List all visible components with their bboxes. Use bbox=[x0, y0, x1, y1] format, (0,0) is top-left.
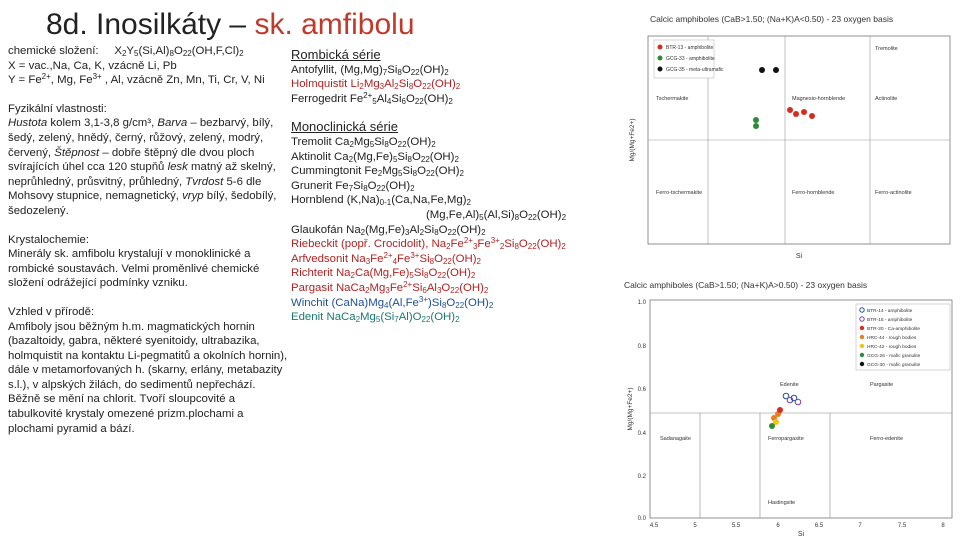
chart-calcic-amphiboles-2 bbox=[620, 276, 956, 538]
chart2-legend-item: BTR-20 - Ca-amphibolite bbox=[867, 327, 921, 332]
chart2-ytick: 0.8 bbox=[637, 344, 646, 350]
chart1-legend-marker bbox=[658, 67, 663, 72]
hardness-label: Tvrdost bbox=[185, 175, 224, 188]
chart2-title: Calcic amphiboles (CaB>1.50; (Na+K)A>0.50) - 23 oxygen basis bbox=[624, 280, 868, 290]
streak-label: vryp bbox=[182, 190, 204, 203]
glaukofan: Glaukofán $Na_2(Mg,Fe)_3Al_2Si_8O_{22}(OH)_2$ bbox=[291, 223, 486, 237]
chart2-region-label: Ferropargasite bbox=[768, 436, 804, 442]
hornblend: Hornblend $(K,Na)_{0-1}(Ca,Na,Fe,Mg)_2$ bbox=[291, 194, 471, 208]
chart2-xtick: 7 bbox=[858, 523, 862, 529]
chart2-ytick: 0.2 bbox=[637, 474, 646, 480]
chart1-legend-item: BTR-13 - amphibolite bbox=[666, 45, 714, 51]
ferrogedrit: Ferrogedrit $Fe^{2+}_5Al_4Si_6O_{22}(OH)_2$ bbox=[291, 90, 453, 106]
monoclinic-heading: Monoclinická série bbox=[291, 119, 398, 135]
chart2-ytick: 0.4 bbox=[637, 431, 646, 437]
chart1-region-label: Tremolite bbox=[875, 46, 898, 52]
nature-text: Amfiboly jsou běžným h.m. magmatických hornin (bazaltoidy, gabra, některé syenitoidy, ultrabazika, holmquistit na kontaktu Li-pegmatitů a okolních hornin), dále v metamorfovaných h. (skarny, erlány, metabazity s.l.), v alpských žilách, do sedimentů nepřechází. Běžně se mění na chlorit. Tvoří sloupcovité a tabulkovité krystaly omezené prizm.plochami a plochami pyramid a bází. bbox=[8, 320, 288, 435]
chart2-xtick: 6 bbox=[776, 523, 780, 529]
chart1-region-label: Magnesio-hornblende bbox=[792, 96, 846, 102]
chart2-legend-marker bbox=[860, 353, 864, 357]
chart1-point bbox=[759, 67, 765, 73]
slide-title bbox=[46, 8, 415, 42]
chart2-point bbox=[777, 407, 783, 413]
chart2-legend-item: BTR-14 - amphibolite bbox=[867, 309, 913, 314]
middle-column bbox=[291, 48, 621, 325]
chart1-region-label: Ferro-tschermakite bbox=[656, 190, 703, 196]
chart2-ylabel: Mg/(Mg+Fe2+) bbox=[627, 387, 634, 431]
crystal-heading: Krystalochemie: bbox=[8, 233, 90, 246]
chart1-legend-item: GCG-35 - meta-ultramafic bbox=[666, 67, 724, 73]
chart2-region-label: Hastingsite bbox=[768, 500, 796, 506]
chart2-xtick: 5.5 bbox=[731, 523, 741, 529]
chart2-region-label: Edenite bbox=[780, 382, 799, 388]
chart1-point bbox=[801, 109, 807, 115]
chart2-legend-marker bbox=[860, 344, 864, 348]
chart1-region-label: Actinolite bbox=[875, 96, 898, 102]
chart-calcic-amphiboles-1 bbox=[620, 8, 956, 264]
chart1-point bbox=[793, 111, 799, 117]
luster-label: lesk bbox=[167, 161, 188, 174]
grunerit: Grunerit $Fe_7Si_8O_{22}(OH)_2$ bbox=[291, 179, 415, 193]
composition-label: chemické složení: bbox=[8, 45, 99, 57]
physical-text: Hustota kolem 3,1-3,8 g/cm³, Barva – bezbarvý, bílý, šedý, zelený, hnědý, černý, růžový, zelený, modrý, červený, Štěpnost – dobře štěpný dle dvou ploch svírajících úhel cca 120 stupňů lesk matný až skelný, neprůhledný, průsvitný, průhledný, Tvrdost 5-6 dle Mohsovy stupnice, nemagnetický, vryp bílý, šedobílý, šedozelený. bbox=[8, 117, 277, 217]
chart1-legend-item: GCG-33 - amphibolite bbox=[666, 56, 715, 62]
chart1-title: Calcic amphiboles (CaB>1.50; (Na+K)A<0.50) - 23 oxygen basis bbox=[650, 14, 894, 24]
left-column bbox=[8, 44, 290, 436]
chart1-legend-marker bbox=[658, 56, 663, 61]
composition: chemické složení: $X_2Y_5(Si,Al)_8O_{22}(OH,F,Cl)_2$ bbox=[8, 45, 244, 58]
winchit: Winchit $(CaNa)Mg_4(Al,Fe^{3+})Si_8O_{22}(OH)_2$ bbox=[291, 294, 494, 310]
rombic-heading: Rombická série bbox=[291, 47, 381, 62]
chart2-xtick: 7.5 bbox=[897, 523, 907, 529]
nature-heading: Vzhled v přírodě: bbox=[8, 305, 95, 318]
chart2-point bbox=[769, 423, 775, 429]
chart2-xtick: 8 bbox=[941, 523, 945, 529]
chart2-xtick: 4.5 bbox=[649, 523, 659, 529]
chart1-point bbox=[809, 113, 815, 119]
chart1-point bbox=[787, 107, 793, 113]
chart2-xlabel: Si bbox=[797, 531, 805, 538]
antofyllit: Antofyllit, $(Mg,Mg)_7Si_8O_{22}(OH)_2$ bbox=[291, 63, 449, 77]
chart2-legend-marker bbox=[860, 335, 864, 339]
crystal-text: Minerály sk. amfibolu krystalují v monoklinické a rombické soustavách. Velmi proměnlivé chemické složení odrážející podmínky vzniku. bbox=[8, 248, 260, 290]
color-label: Barva bbox=[157, 117, 188, 130]
chart2-ytick: 0.6 bbox=[637, 387, 646, 393]
chart1-ylabel: Mg/(Mg+Fe2+) bbox=[629, 118, 636, 162]
pargasit: Pargasit $NaCa_2Mg_3Fe^{2+}Si_6Al_3O_{22}(OH)_2$ bbox=[291, 279, 489, 295]
edenit: Edenit $NaCa_2Mg_5(Si_7Al)O_{22}(OH)_2$ bbox=[291, 311, 460, 325]
y-definition: $Y = Fe^{2+}$, Mg, $Fe^{3+}$ , Al, vzácně Zn, Mn, Ti, Cr, V, Ni bbox=[8, 72, 265, 87]
physical-heading: Fyzikální vlastnosti: bbox=[8, 102, 107, 115]
chart2-legend-item: BTR-15 - amphibolite bbox=[867, 318, 913, 323]
riebeckit: Riebeckit (popř. Crocidolit), $Na_2Fe^{2+}_3Fe^{3+}_2Si_8O_{22}(OH)_2$ bbox=[291, 236, 566, 252]
chart1-region-label: Ferro-actinolite bbox=[875, 190, 912, 196]
chart2-legend-marker bbox=[860, 326, 864, 330]
chart1-region-label: Ferro-hornblende bbox=[792, 190, 835, 196]
chart2-legend-item: GCG-30 - mafic granulite bbox=[867, 363, 921, 368]
x-definition: X = vac.,Na, Ca, K, vzácně Li, Pb bbox=[8, 59, 177, 72]
chart2-xtick: 5 bbox=[693, 523, 697, 529]
chart2-ytick: 1.0 bbox=[637, 300, 646, 306]
chart1-point bbox=[753, 123, 759, 129]
hornblend-cont: $(Mg,Fe,Al)_5(Al,Si)_8O_{22}(OH)_2$ bbox=[426, 208, 567, 222]
title-accent: sk. amfibolu bbox=[254, 8, 415, 41]
chart2-legend-item: GCG-26 - mafic granulite bbox=[867, 354, 921, 359]
chart2-legend-item: HRC-44 - rough bodies bbox=[867, 336, 917, 341]
tremolit: Tremolit $Ca_2Mg_5Si_8O_{22}(OH)_2$ bbox=[291, 135, 436, 149]
cummingtonit: Cummingtonit $Fe_2Mg_5Si_8O_{22}(OH)_2$ bbox=[291, 165, 464, 179]
density-label: Hustota bbox=[8, 117, 48, 130]
holmquistit: Holmquistit $Li_2Mg_3Al_2Si_8O_{22}(OH)_2$ bbox=[291, 78, 461, 92]
chart2-region-label: Sadanagaite bbox=[660, 436, 691, 442]
chart1-point bbox=[753, 117, 759, 123]
chart2-region-label: Ferro-edenite bbox=[870, 436, 904, 442]
chart2-ytick: 0.0 bbox=[637, 516, 646, 522]
chart2-region-label: Pargasite bbox=[870, 382, 894, 388]
chart1-region-label: Tschermakite bbox=[656, 96, 689, 102]
title-main: 8d. Inosilkáty – bbox=[46, 8, 255, 41]
richterit: Richterit $Na_2Ca(Mg,Fe)_5Si_8O_{22}(OH)_2$ bbox=[291, 267, 476, 281]
chart2-legend-marker bbox=[860, 362, 864, 366]
chart2-point bbox=[795, 399, 801, 405]
chart1-point bbox=[773, 67, 779, 73]
aktinolit: Aktinolit $Ca_2(Mg,Fe)_5Si_8O_{22}(OH)_2$ bbox=[291, 150, 459, 164]
chart1-xlabel: Si bbox=[795, 253, 803, 260]
cleavage-label: Štěpnost bbox=[54, 146, 100, 159]
arfvedsonit: Arfvedsonit $Na_3Fe^{2+}_4Fe^{3+}Si_8O_{22}(OH)_2$ bbox=[291, 250, 481, 266]
chart2-legend-item: HRC-42 - rough bodies bbox=[867, 345, 917, 350]
chart1-legend-marker bbox=[658, 45, 663, 50]
chart2-xtick: 6.5 bbox=[814, 523, 824, 529]
